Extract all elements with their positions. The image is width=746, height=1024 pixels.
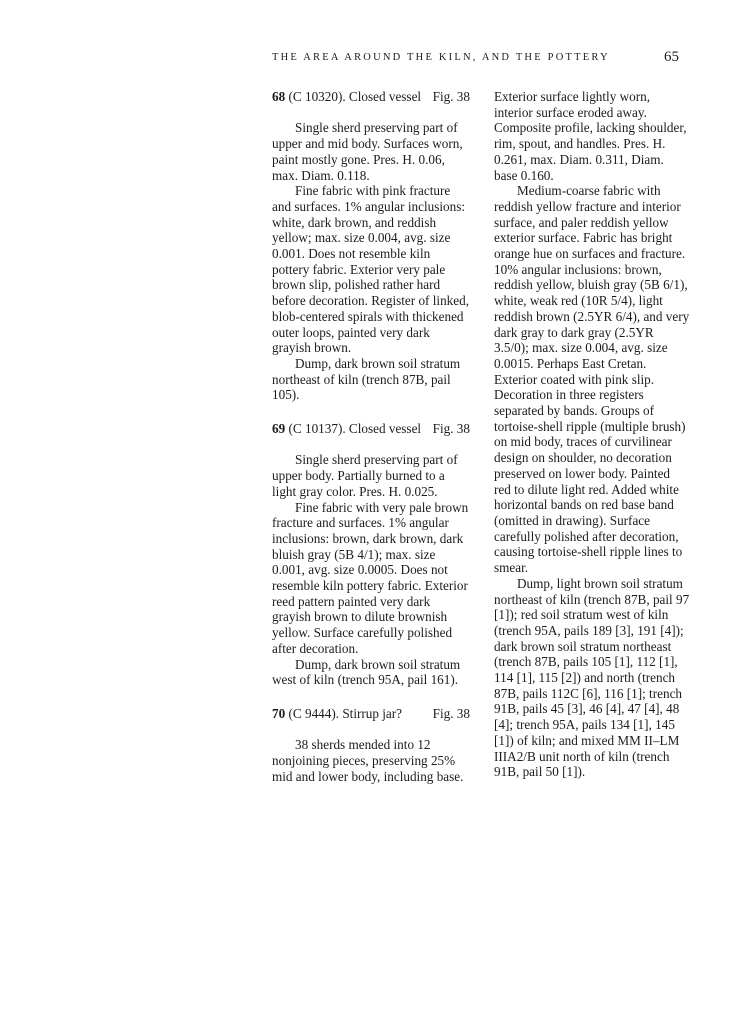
- entry-title: (C 10137). Closed vessel: [288, 421, 422, 437]
- entry-paragraph: Medium-coarse fabric with reddish yellow fracture and interior surface, and paler reddish yellow exterior surface. Fabric has bright orange hue on surfaces and fracture. 10% angular inclusions: brown, reddish yellow, bluish gray (5B 6/1), white, weak red (10R 5/4), light reddish brown (2.5YR 6/4), and very dark gray to dark gray (2.5YR 3.5/0); max. size 0.004, avg. size 0.0015. Perhaps East Cretan. Exterior coated with pink slip. Decoration in three registers separated by bands. Groups of tortoise-shell ripple (multiple brush) on mid body, traces of curvilinear design on shoulder, no decoration preserved on lower body. Painted red to dilute light red. Added white horizontal bands on red base band (omitted in drawing). Surface carefully polished after decoration, causing tortoise-shell ripple lines to smear.: [494, 183, 690, 576]
- running-head: THE AREA AROUND THE KILN, AND THE POTTERY: [272, 52, 610, 63]
- entry-heading: [272, 89, 470, 105]
- figure-reference: Fig. 38: [432, 89, 470, 104]
- right-column: [494, 89, 690, 780]
- entry-title: (C 9444). Stirrup jar?: [288, 705, 403, 721]
- page-number: 65: [664, 49, 679, 65]
- entry-paragraph: 38 sherds mended into 12 nonjoining pieces, preserving 25% mid and lower body, including base.: [272, 737, 464, 784]
- entry-paragraph: Single sherd preserving part of upper and mid body. Surfaces worn, paint mostly gone. Pres. H. 0.06, max. Diam. 0.118.: [272, 120, 463, 183]
- entry-title: (C 10320). Closed vessel: [288, 89, 422, 104]
- figure-reference: Fig. 38: [432, 705, 470, 721]
- entry-number: 69: [272, 421, 286, 437]
- entry-paragraph: Dump, dark brown soil stratum west of kiln (trench 95A, pail 161).: [272, 656, 461, 688]
- entry-paragraph: Fine fabric with pink fracture and surfaces. 1% angular inclusions: white, dark brown, and reddish yellow; max. size 0.004, avg. size 0.001. Does not resemble kiln pottery fabric. Exterior very pale brown slip, polished rather hard before decoration. Register of linked, blob-centered spirals with thickened outer loops, painted very dark grayish brown.: [272, 183, 470, 356]
- entry-paragraph: Dump, dark brown soil stratum northeast of kiln (trench 87B, pail 105).: [272, 355, 461, 403]
- catalog-entry-69: [272, 421, 470, 688]
- entry-paragraph: Single sherd preserving part of upper body. Partially burned to a light gray color. Pres. H. 0.025.: [272, 452, 458, 499]
- entry-continuation: Exterior surface lightly worn, interior surface eroded away. Composite profile, lacking shoulder, rim, spout, and handles. Pres. H. 0.261, max. Diam. 0.311, Diam. base 0.160.: [494, 89, 687, 183]
- left-column: [272, 89, 470, 784]
- entry-paragraph: Fine fabric with very pale brown fracture and surfaces. 1% angular inclusions: brown, dark brown, dark bluish gray (5B 4/1); max. size 0.001, avg. size 0.0005. Does not resemble kiln pottery fabric. Exterior reed pattern painted very dark grayish brown to dilute brownish yellow. Surface carefully polished after decoration.: [272, 499, 469, 656]
- entry-heading: [272, 706, 470, 722]
- entry-paragraph: Dump, light brown soil stratum northeast of kiln (trench 87B, pail 97 [1]); red soil stratum west of kiln (trench 95A, pails 189 [3], 191 [4]); dark brown soil stratum northeast (trench 87B, pails 105 [1], 112 [1], 114 [1], 115 [2]) and north (trench 87B, pails 112C [6], 116 [1]; trench 91B, pails 45 [3], 46 [4], 47 [4], 48 [4]; trench 95A, pails 134 [1], 145 [1]) of kiln; and mixed MM II–LM IIIA2/B unit north of kiln (trench 91B, pail 50 [1]).: [494, 575, 690, 780]
- entry-heading: [272, 421, 470, 437]
- entry-number: 68: [272, 89, 286, 104]
- catalog-entry-68: [272, 89, 470, 403]
- catalog-entry-70: [272, 706, 470, 785]
- entry-number: 70: [272, 705, 286, 721]
- figure-reference: Fig. 38: [432, 421, 470, 437]
